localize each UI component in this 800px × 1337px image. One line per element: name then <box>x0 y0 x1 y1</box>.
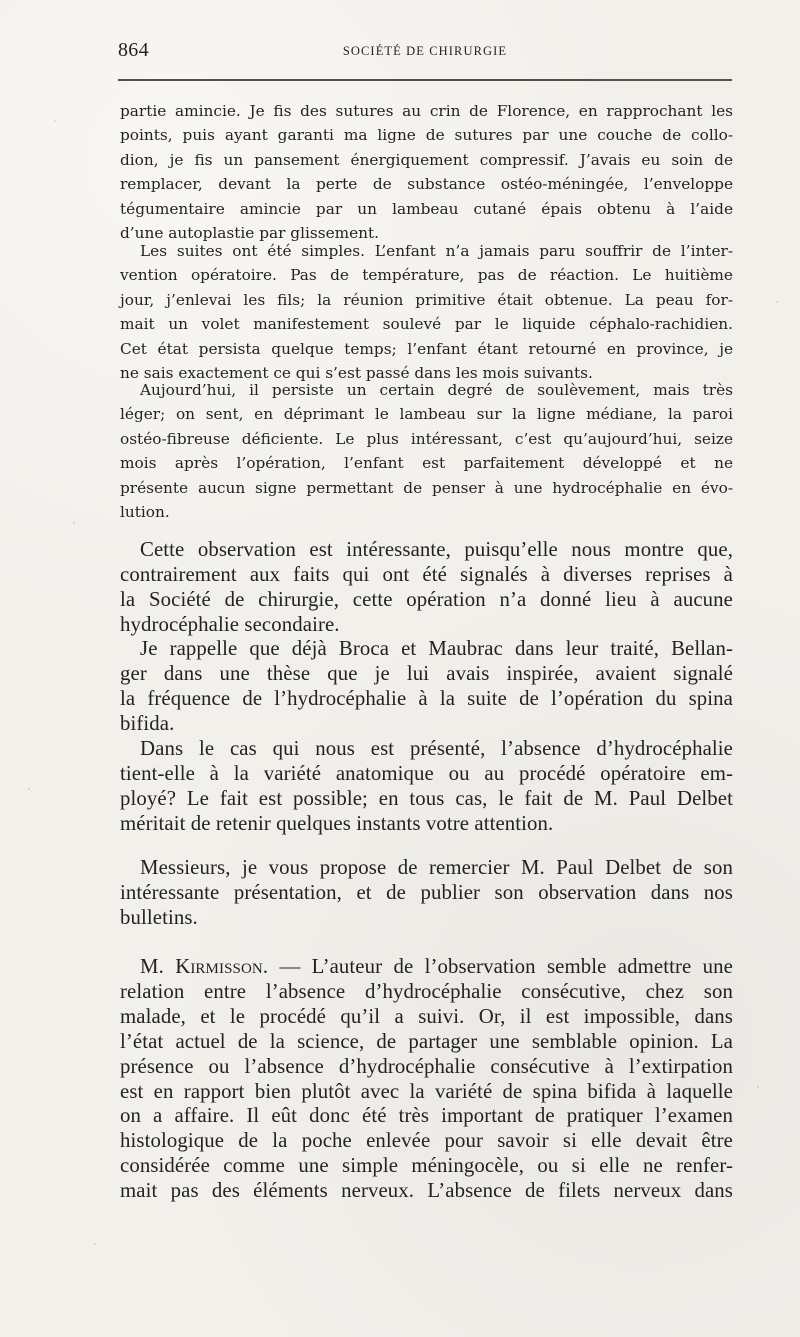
text-line: bulletins. <box>120 905 198 929</box>
paper-speck <box>54 120 56 122</box>
text-line: relation entre l’absence d’hydrocéphalie consécutive, chez son <box>120 979 733 1003</box>
text-line: remplacer, devant la perte de substance ostéo-méningée, l’enveloppe <box>120 175 733 194</box>
page-number: 864 <box>118 39 149 61</box>
text-line: Aujourd’hui, il persiste un certain degré de soulèvement, mais très <box>140 381 733 399</box>
text-line: partie amincie. Je fis des sutures au crin de Florence, en rapprochant les <box>120 102 733 120</box>
text-line: Les suites ont été simples. L’enfant n’a jamais paru souffrir de l’inter- <box>140 242 733 260</box>
text-line: tient-elle à la variété anatomique ou au procédé opératoire em- <box>120 761 733 785</box>
report-paragraph-2 <box>120 637 733 737</box>
text-line: léger; on sent, en déprimant le lambeau sur la ligne médiane, la paroi <box>120 405 733 424</box>
text-line: ne sais exactement ce qui s’est passé dans les mois suivants. <box>120 364 593 383</box>
paper-speck <box>73 522 75 524</box>
text-line: ostéo-fibreuse déficiente. Le plus intéressant, c’est qu’aujourd’hui, seize <box>120 429 733 448</box>
text-line: lution. <box>120 503 170 522</box>
text-line: d’une autoplastie par glissement. <box>120 224 380 243</box>
observation-paragraph-2 <box>120 239 733 386</box>
text-line: est en rapport bien plutôt avec la variété de spina bifida à laquelle <box>120 1079 733 1103</box>
text-line: la fréquence de l’hydrocéphalie à la suite de l’opération du spina <box>120 686 733 710</box>
paper-speck <box>94 1243 96 1245</box>
report-paragraph-3 <box>120 737 733 837</box>
text-line: bifida. <box>120 711 175 735</box>
text-line: présente aucun signe permettant de penser à une hydrocéphalie en évo- <box>120 478 733 497</box>
running-title: SOCIÉTÉ DE CHIRURGIE <box>342 44 508 58</box>
text-line: on a affaire. Il eût donc été très important de pratiquer l’examen <box>120 1104 733 1128</box>
speaker-line <box>120 955 733 980</box>
report-paragraph-4 <box>120 856 733 931</box>
text-line: jour, j’enlevai les fils; la réunion primitive était obtenue. La peau for- <box>120 290 733 309</box>
report-paragraph-1 <box>120 538 733 638</box>
text-line: vention opératoire. Pas de température, pas de réaction. Le huitième <box>120 266 733 285</box>
text-line: considérée comme une simple méningocèle, ou si elle ne renfer- <box>120 1154 733 1178</box>
text-line: mait un volet manifestement soulevé par le liquide céphalo-rachidien. <box>120 315 733 334</box>
text-line: la Société de chirurgie, cette opération n’a donné lieu à aucune <box>120 587 733 611</box>
text-line: Cette observation est intéressante, puisqu’elle nous montre que, <box>140 538 733 561</box>
text-line: Dans le cas qui nous est présenté, l’absence d’hydrocéphalie <box>140 737 733 760</box>
observation-paragraph-1 <box>120 99 733 246</box>
header-rule <box>118 79 732 81</box>
speaker-name: Kirmisson <box>175 955 263 978</box>
text-line: malade, et le procédé qu’il a suivi. Or, il est impossible, dans <box>120 1004 733 1028</box>
text-line: mait pas des éléments nerveux. L’absence de filets nerveux dans <box>120 1179 733 1203</box>
text-line: points, puis ayant garanti ma ligne de sutures par une couche de collo- <box>120 126 733 145</box>
speaker-dash: . — <box>262 955 312 978</box>
text-line: contrairement aux faits qui ont été signalés à diverses reprises à <box>120 562 733 586</box>
text-line: méritait de retenir quelques instants votre attention. <box>120 811 554 835</box>
observation-paragraph-3 <box>120 378 733 525</box>
text-line: tégumentaire amincie par un lambeau cutané épais obtenu à l’aide <box>120 199 733 218</box>
text-line: histologique de la poche enlevée pour savoir si elle devait être <box>120 1129 733 1153</box>
paper-speck <box>776 301 778 303</box>
page-header <box>118 37 732 67</box>
text-line: présence ou l’absence d’hydrocéphalie consécutive à l’extirpation <box>120 1054 733 1078</box>
text-line: hydrocéphalie secondaire. <box>120 612 340 636</box>
text-line: Je rappelle que déjà Broca et Maubrac dans leur traité, Bellan- <box>140 637 733 660</box>
text-line: Messieurs, je vous propose de remercier M. Paul Delbet de son <box>140 856 733 879</box>
text-line: ployé? Le fait est possible; en tous cas, le fait de M. Paul Delbet <box>120 786 733 810</box>
text-line: mois après l’opération, l’enfant est parfaitement développé et ne <box>120 454 733 473</box>
text-line: Cet état persista quelque temps; l’enfant étant retourné en province, je <box>120 339 733 358</box>
text-line: intéressante présentation, et de publier son observation dans nos <box>120 880 733 904</box>
paper-speck <box>28 788 30 790</box>
text-line: l’état actuel de la science, de partager une semblable opinion. La <box>120 1029 733 1053</box>
discussion-paragraph <box>120 955 733 1204</box>
text-line: dion, je fis un pansement énergiquement compressif. J’avais eu soin de <box>120 150 733 169</box>
paper-speck <box>757 1086 759 1088</box>
speaker-line-text: L’auteur de l’observation semble admettre une <box>311 955 733 978</box>
speaker-prefix: M. <box>140 955 176 978</box>
text-line: ger dans une thèse que je lui avais inspirée, avaient signalé <box>120 661 733 685</box>
